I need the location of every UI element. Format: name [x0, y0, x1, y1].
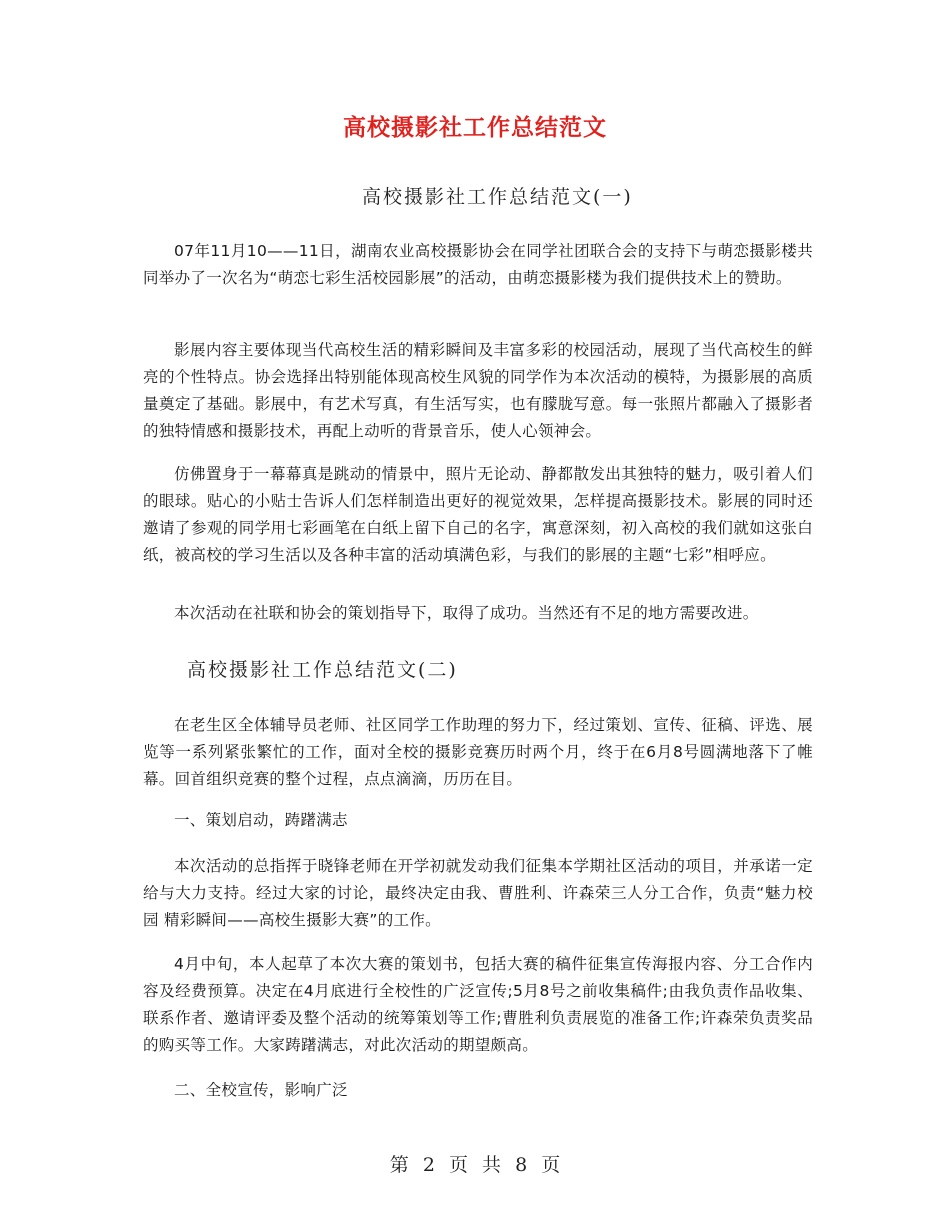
footer-current-page: 2	[422, 1154, 435, 1176]
footer-prefix: 第	[389, 1154, 409, 1176]
paragraph: 影展内容主要体现当代高校生活的精彩瞬间及丰富多彩的校园活动，展现了当代高校生的鲜亮的个性特点。协会选择出特别能体现高校生风貌的同学作为本次活动的模特，为摄影展的高质量奠定了基础。影展中，有艺术写真，有生活写实，也有朦胧写意。每一张照片都融入了摄影者的独特情感和摄影技术，再配上动听的背景音乐，使人心领神会。	[143, 341, 813, 440]
document-title: 高校摄影社工作总结范文	[343, 115, 607, 141]
page-footer	[0, 1150, 950, 1177]
paragraph: 本次活动在社联和协会的策划指导下，取得了成功。当然还有不足的地方需要改进。	[174, 604, 759, 622]
footer-total-suffix: 页	[541, 1154, 561, 1176]
section-heading-2: 高校摄影社工作总结范文(二)	[187, 659, 458, 681]
paragraph: 仿佛置身于一幕幕真是跳动的情景中，照片无论动、静都散发出其独特的魅力，吸引着人们的眼球。贴心的小贴士告诉人们怎样制造出更好的视觉效果，怎样提高摄影技术。影展的同时还邀请了参观的同学用七彩画笔在白纸上留下自己的名字，寓意深刻，初入高校的我们就如这张白纸，被高校的学习生活以及各种丰富的活动填满色彩，与我们的影展的主题“七彩”相呼应。	[143, 465, 813, 564]
paragraph: 07年11月10——11日，湖南农业高校摄影协会在同学社团联合会的支持下与萌恋摄影楼共同举办了一次名为“萌恋七彩生活校园影展”的活动，由萌恋摄影楼为我们提供技术上的赞助。	[143, 242, 813, 287]
subheading: 二、全校宣传，影响广泛	[174, 1081, 348, 1099]
subheading: 一、策划启动，踌躇满志	[174, 811, 348, 829]
paragraph: 在老生区全体辅导员老师、社区同学工作助理的努力下，经过策划、宣传、征稿、评选、展览等一系列紧张繁忙的工作，面对全校的摄影竞赛历时两个月，终于在6月8号圆满地落下了帷幕。回首组织竞赛的整个过程，点点滴滴，历历在目。	[143, 716, 813, 788]
footer-total-prefix: 共	[482, 1154, 502, 1176]
footer-total-pages: 8	[515, 1154, 528, 1176]
paragraph: 4月中旬，本人起草了本次大赛的策划书，包括大赛的稿件征集宣传海报内容、分工合作内容及经费预算。决定在4月底进行全校性的广泛宣传;5月8号之前收集稿件;由我负责作品收集、联系作者、邀请评委及整个活动的统筹策划等工作;曹胜利负责展览的准备工作;许森荣负责奖品的购买等工作。大家踌躇满志，对此次活动的期望颇高。	[143, 955, 813, 1054]
footer-page-word: 页	[448, 1154, 468, 1176]
section-heading-1: 高校摄影社工作总结范文(一)	[362, 186, 633, 208]
paragraph: 本次活动的总指挥于晓锋老师在开学初就发动我们征集本学期社区活动的项目，并承诺一定给与大力支持。经过大家的讨论，最终决定由我、曹胜利、许森荣三人分工合作，负责“魅力校园 精彩瞬间——高校生摄影大赛”的工作。	[143, 857, 813, 929]
